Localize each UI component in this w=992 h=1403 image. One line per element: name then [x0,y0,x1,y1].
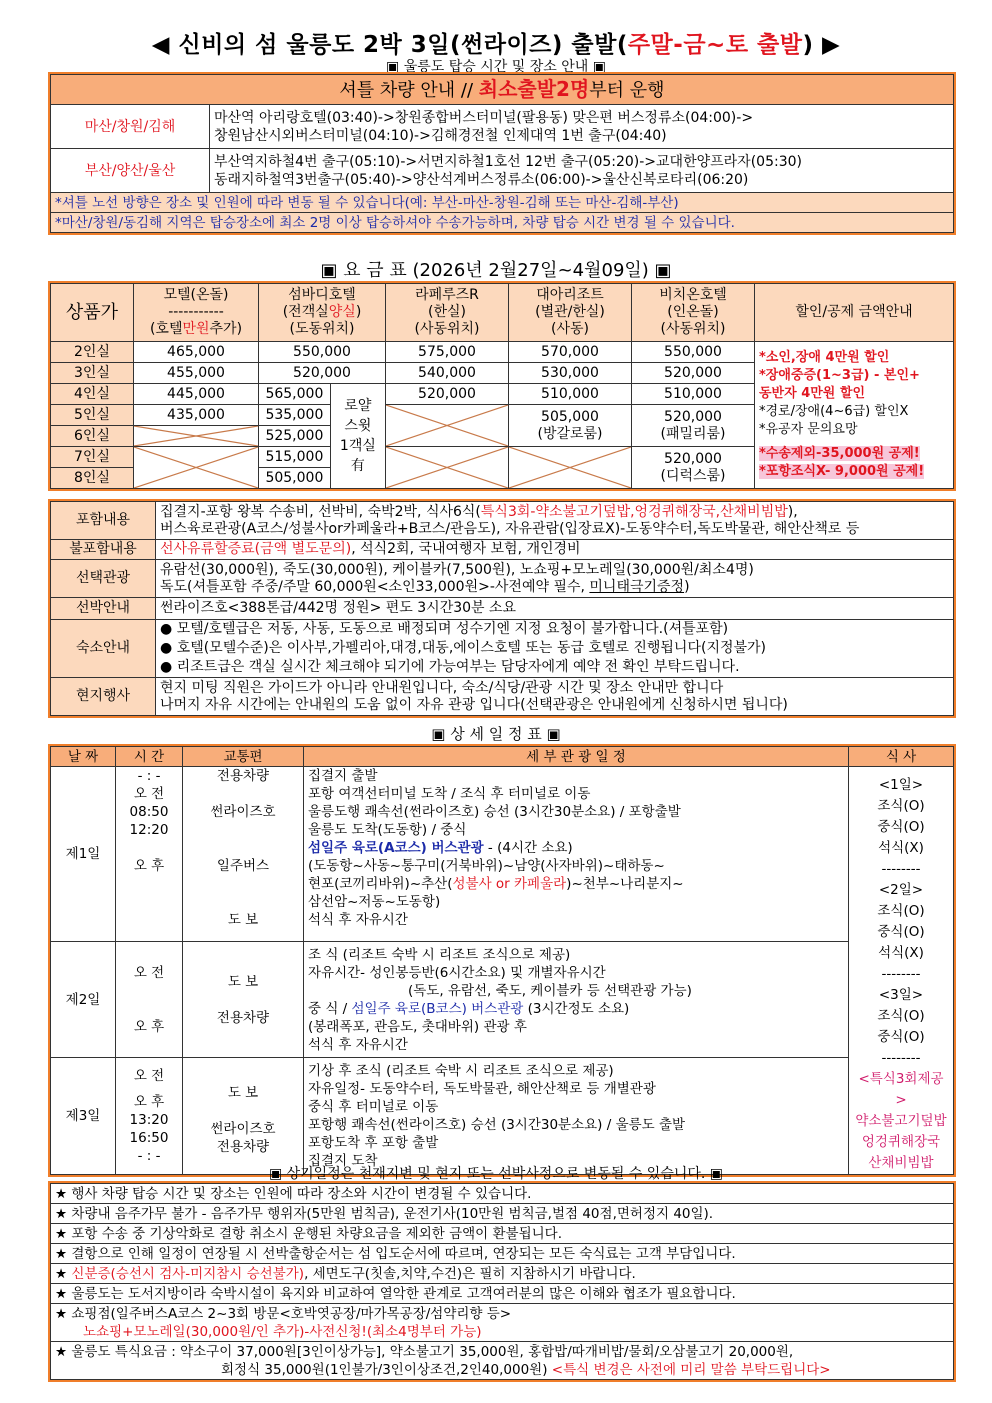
fare-col-daea [509,284,632,342]
fare-col-daea-name: 대아리조트 [536,287,604,303]
schedule-times [116,1058,183,1175]
note-text: ★ [55,1265,72,1282]
detail-text: 중 식 / [308,1000,352,1017]
info-text: , 석식2회, 국내여행자 보험, 개인경비 [351,541,581,557]
meal-item: 중식(O) [877,819,925,835]
page-title [0,26,992,59]
meal-item: 조식(O) [877,903,925,919]
schedule-note: ▣ 상기일정은 천재지변 및 현지 또는 선박사정으로 변동될 수 있습니다. ▣ [268,1166,724,1182]
discount-deduction: *수송제외-35,000원 공제! [759,446,920,461]
meal-special: 약소불고기덮밥 [855,1113,947,1129]
shuttle-route-line: 부산역지하철4번 출구(05:10)->서면지하철1호선 12번 출구(05:20)->교대한양프라자(05:30) [214,153,802,170]
info-table [50,501,954,716]
note-text-red: <특식 변경은 사전에 미리 말씀 부탁드립니다> [551,1361,831,1378]
fare-col-laperouse-name: 라페루즈R [415,287,479,303]
fare-col-beachon-loc: (사동위치) [660,321,726,337]
detail-line: 포항 여객선터미널 도착 / 조식 후 터미널로 이동 [308,786,591,802]
discount-line: *유공자 문의요망 [759,422,858,437]
note-line [51,1264,954,1284]
info-line: 나머지 자유 시간에는 안내원의 도움 없이 자유 관광 입니다(선택관광은 안내원에게 신청하시면 됩니다) [160,696,788,713]
time-cell: 16:50 [129,1130,169,1147]
fare-cell-room: (방갈로룸) [537,425,603,442]
transport-cell: 전용차량 [216,768,270,784]
schedule-title: ▣ 상 세 일 정 표 ▣ [431,725,561,743]
fare-cell [632,405,755,447]
info-optional-tours [156,560,954,598]
fare-cell: 520,000 [386,384,509,405]
fare-row-label: 3인실 [51,363,134,384]
shuttle-note: *마산/창원/동김해 지역은 탑승장소에 최소 2명 이상 탑승하셔야 수송가능하며, 차량 탑승 시간 변경 될 수 있습니다. [51,213,954,233]
unavailable-x-icon [134,426,258,446]
fare-row-label: 8인실 [51,468,134,489]
transport-cell [187,991,299,1009]
fare-col-sombody-loc: (도동위치) [289,321,355,337]
detail-text: - (4시간 소요) [483,840,573,856]
shuttle-region: 부산/양산/울산 [51,149,210,193]
fare-cell: 455,000 [134,363,259,384]
meal-item: 조식(O) [877,798,925,814]
fare-col-product: 상품가 [51,284,134,342]
schedule-detail [304,767,849,942]
info-text: ), [787,503,798,520]
note-line: ★ 차량내 음주가무 불가 - 음주가무 행위자(5만원 범칙금), 운전기사(10만원 범칙금,벌점 40점,면허정지 40일). [51,1204,954,1224]
schedule-col-date: 날 짜 [51,747,116,767]
transport-cell [187,821,299,857]
title-highlight: 주말-금~토 출발 [627,32,803,58]
time-cell [120,982,178,1018]
time-cell: 오 후 [133,1094,165,1111]
schedule-transport [183,1058,304,1175]
fare-col-motel [134,284,259,342]
fare-cell: 510,000 [632,384,755,405]
info-text-red: 특식3회-약소불고기덮밥,엉겅퀴해장국,산채비빔밥 [480,503,788,520]
royal-suite-line: 로얄 [344,398,372,414]
fare-col-sombody-room-red: 양실 [328,304,356,320]
detail-line: 포항도착 후 포항 출발 [308,1135,439,1152]
time-cell: 오 후 [133,858,165,874]
note-text: , 세면도구(칫솔,치약,수건)은 필히 지참하시기 바랍니다. [304,1265,636,1282]
fare-col-motel-note-pre: (호텔 [149,321,183,337]
time-cell: 08:50 [129,804,169,820]
schedule-detail [304,941,849,1058]
info-line [160,504,949,521]
info-line: ● 모텔/호텔급은 저동, 사동, 도동으로 배정되며 성수기엔 지정 요청이 불가합니다.(셔틀포함) [160,621,729,637]
detail-line: 삼선암~저동~도동항) [308,894,441,910]
info-text-red: 선사유류할증료(금액 별도문의) [160,541,352,557]
shuttle-region: 마산/창원/김해 [51,105,210,149]
detail-line: 기상 후 조식 (리조트 숙박 시 리조트 조식으로 제공) [308,1063,614,1080]
fare-col-divider: ----------- [168,304,224,320]
info-line: ● 호텔(모텔수준)은 이사부,가펠리아,대경,대동,에이스호텔 또는 동급 호텔로 진행됩니다(지정불가) [160,640,766,656]
fare-cell [509,405,632,447]
fare-cell: 520,000 [259,363,386,384]
detail-line: 자유시간- 성인봉등반(6시간소요) 및 개별자유시간 [308,964,606,981]
fare-cell: 505,000 [259,468,331,489]
fare-col-motel-note-red: 만원 [182,321,210,337]
schedule-transport [183,941,304,1058]
fare-col-sombody-room [263,304,381,321]
fare-row-label: 6인실 [51,426,134,447]
discount-line: *장애중증(1~3급) - 본인+ [759,368,920,383]
info-text: ) [684,578,690,595]
schedule-col-detail: 세 부 관 광 일 정 [304,747,849,767]
shuttle-table [50,74,954,233]
note-line: ★ 울릉도는 도서지방이라 숙박시설이 육지와 비교하여 열악한 관계로 고객여러분의 많은 이해와 협조가 필요합니다. [51,1284,954,1304]
fare-col-sombody-name: 섬바디호텔 [288,287,356,303]
time-cell: 오 전 [133,786,165,802]
detail-line: (독도, 유람선, 죽도, 케이블카 등 선택관광 가능) [408,982,692,999]
meal-item: 조식(O) [877,1008,925,1024]
detail-line: 석식 후 자유시간 [308,1036,408,1053]
shuttle-route-line: 마산역 아리랑호텔(03:40)->창원종합버스터미널(팔용동) 맞은편 버스정류소(04:00)-> [214,109,754,126]
fare-cell: 515,000 [259,447,331,468]
transport-cell: 전용차량 [216,1139,270,1156]
detail-text: 현포(코끼리바위)~추산( [308,876,453,892]
schedule-day-label: 제3일 [51,1058,116,1175]
detail-line [308,1000,844,1018]
detail-line [308,875,844,893]
fare-cell: 445,000 [134,384,259,405]
info-line [160,579,949,596]
meal-item: 중식(O) [877,1029,925,1045]
unavailable-x-icon [509,447,631,488]
fare-cell: 530,000 [509,363,632,384]
fare-col-beachon-name: 비치온호텔 [659,287,727,303]
meal-separator: -------- [881,861,921,877]
transport-cell: 도 보 [227,973,259,990]
fare-cell: 520,000 [632,363,755,384]
transport-cell: 도 보 [227,1085,259,1102]
time-cell [120,1085,178,1093]
detail-line: 자유일정- 도동약수터, 독도박물관, 해안산책로 등 개별관광 [308,1081,656,1098]
shuttle-header-prefix: 셔틀 차량 안내 // [339,79,479,101]
title-suffix: ) ▶ [802,32,841,58]
royal-suite-line: 有 [350,458,365,474]
info-ship: 썬라이즈호<388톤급/442명 정원> 편도 3시간30분 소요 [156,598,954,620]
meal-item: 석식(X) [878,945,924,961]
time-cell: 오 전 [133,1068,165,1085]
fare-cell [632,447,755,489]
fare-cell-value: 505,000 [541,408,599,425]
info-line: 현지 미팅 직원은 가이드가 아니라 안내원입니다, 숙소/식당/관광 시간 및 장소 안내만 합니다 [160,679,724,696]
transport-cell: 썬라이즈호 [210,1121,276,1138]
fare-row-label: 7인실 [51,447,134,468]
detail-line: 집결지 도착 [308,1153,378,1170]
title-prefix: ◀ 신비의 섬 울릉도 2박 3일(썬라이즈) 출발( [151,32,628,58]
info-excluded [156,540,954,560]
detail-highlight: 섬일주 육로(B코스) 버스관광 [351,1000,524,1017]
info-label: 선택관광 [51,560,156,598]
time-cell: - : - [137,1148,161,1165]
royal-suite-note [330,384,385,489]
transport-cell: 도 보 [227,912,259,928]
detail-line: 집결지 출발 [308,768,378,784]
info-line: ● 리조트급은 객실 실시간 체크해야 되기에 가능여부는 담당자에게 예약 전 확인 부탁드립니다. [160,659,740,675]
transport-cell: 썬라이즈호 [210,804,276,820]
detail-line: 석식 후 자유시간 [308,912,408,928]
time-cell: 오 전 [133,964,165,981]
fare-unavailable-cell [386,447,509,489]
shuttle-route [210,149,954,193]
transport-cell [187,1076,299,1084]
fare-row-label: 4인실 [51,384,134,405]
note-line: ★ 결항으로 인해 일정이 연장될 시 선박출항순서는 섬 입도순서에 따르며, 연장되는 모든 숙식료는 고객 부담입니다. [51,1244,954,1264]
fare-cell-value: 520,000 [664,408,722,425]
info-label: 불포함내용 [51,540,156,560]
info-text: 독도(셔틀포함 주중/주말 60,000원<소인33,000원>-사전예약 필수, [160,578,590,595]
fare-col-daea-loc: (사동) [551,321,589,337]
fare-cell: 550,000 [259,342,386,363]
notes-table [50,1183,954,1380]
fare-col-daea-room: (별관/한실) [535,304,605,320]
fare-title: ▣ 요 금 표 (2026년 2월27일~4월09일) ▣ [320,260,672,281]
detail-line: (도동항~사동~통구미(거북바위)~남양(사자바위)~태하동~ [308,858,665,874]
meal-special: 엉겅퀴해장국 [861,1134,941,1150]
fare-cell-room: (디럭스룸) [660,467,726,484]
fare-cell: 550,000 [632,342,755,363]
discount-line: 동반자 4만원 할인 [759,386,866,401]
fare-cell: 510,000 [509,384,632,405]
schedule-col-meal: 식 사 [849,747,954,767]
note-text: ★ 쇼핑점(일주버스A코스 2~3회 방문<호박엿공장/마가목공장/섬약리향 등> [55,1305,512,1322]
fare-col-sombody [259,284,386,342]
schedule-day-label: 제2일 [51,941,116,1058]
fare-col-beachon [632,284,755,342]
detail-line: 울릉도 도착(도동항) / 중식 [308,822,467,838]
time-cell: 13:20 [129,1112,169,1129]
transport-cell [187,1102,299,1120]
fare-col-motel-note-suf: 추가) [209,321,243,337]
fare-unavailable-cell [386,405,509,447]
shuttle-route-line: 동래지하철역3번출구(05:40)->양산석계버스정류소(06:00)->울산신복로타리(06:20) [214,171,749,188]
fare-row-label: 5인실 [51,405,134,426]
fare-unavailable-cell [134,447,259,489]
shuttle-header [51,75,954,105]
fare-col-sombody-room-suf: ) [355,304,362,320]
detail-line: 울릉도행 쾌속선(썬라이즈호) 승선 (3시간30분소요) / 포항출발 [308,804,681,820]
detail-text: (3시간정도 소요) [523,1000,630,1017]
transport-cell [187,785,299,803]
schedule-detail [304,1058,849,1175]
fare-col-motel-note [138,321,254,338]
fare-cell: 575,000 [386,342,509,363]
time-cell: - : - [137,768,161,784]
discount-deduction: *포항조식X- 9,000원 공제! [759,464,925,479]
fare-cell: 540,000 [386,363,509,384]
meal-special: <특식3회제공> [858,1071,944,1108]
info-line: 유람선(30,000원), 죽도(30,000원), 케이블카(7,500원), 노쇼핑+모노레일(30,000원/최소4명) [160,561,754,578]
note-line: ★ 행사 차량 탑승 시간 및 장소는 인원에 따라 장소와 시간이 변경될 수 있습니다. [51,1184,954,1204]
info-label: 현지행사 [51,678,156,716]
fare-cell: 465,000 [134,342,259,363]
discount-line: *경로/장애(4~6급) 할인X [759,404,909,419]
detail-highlight: 섬일주 육로(A코스) 버스관광 [308,840,484,856]
fare-cell: 565,000 [259,384,331,405]
schedule-table [50,746,954,1175]
schedule-day-label: 제1일 [51,767,116,942]
fare-cell: 525,000 [259,426,331,447]
fare-cell: 435,000 [134,405,259,426]
detail-line: 중식 후 터미널로 이동 [308,1099,439,1116]
schedule-times [116,767,183,942]
royal-suite-line: 1객실 [339,438,376,454]
fare-col-beachon-room: (인온돌) [667,304,719,320]
info-label: 숙소안내 [51,620,156,678]
unavailable-x-icon [386,447,508,488]
detail-line: 포항행 쾌속선(썬라이즈호) 승선 (3시간30분소요) / 울릉도 출발 [308,1117,686,1134]
meal-special: 산채비빔밥 [868,1155,934,1171]
shuttle-min-departure: 최소출발2명 [478,76,590,101]
fare-col-laperouse-loc: (사동위치) [414,321,480,337]
meal-item: 중식(O) [877,924,925,940]
note-line [51,1342,954,1380]
fare-cell: 535,000 [259,405,331,426]
time-cell [120,839,178,857]
fare-cell-value: 520,000 [664,450,722,467]
info-line: 버스육로관광(A코스/성불사or카페울라+B코스/관음도), 자유관람(입장료X)-도동약수터,독도박물관, 해안산책로 등 [160,520,860,537]
fare-col-discount: 할인/공제 금액안내 [755,284,954,342]
meal-day: <1일> [878,777,924,793]
unavailable-x-icon [134,447,258,488]
fare-discount-info [755,342,954,489]
shuttle-note: *셔틀 노선 방향은 장소 및 인원에 따라 변동 될 수 있습니다(예: 부산-마산-창원-김해 또는 마산-김해-부산) [51,193,954,213]
fare-table [50,283,954,489]
time-cell: 12:20 [129,822,169,838]
fare-unavailable-cell [134,426,259,447]
fare-col-laperouse [386,284,509,342]
fare-cell-room: (패밀리룸) [660,425,726,442]
detail-highlight: 성불사 or 카페울라 [452,876,567,892]
meal-separator: -------- [881,966,921,982]
info-label: 선박안내 [51,598,156,620]
shuttle-route [210,105,954,149]
shuttle-header-suffix: 부터 운행 [589,79,665,101]
meal-separator: -------- [881,1050,921,1066]
meal-item: 석식(X) [878,840,924,856]
page-subtitle: ▣ 울릉도 탑승 시간 및 장소 안내 ▣ [386,59,606,75]
detail-line: 조 식 (리조트 숙박 시 리조트 조식으로 제공) [308,946,571,963]
note-text: ★ 울릉도 특식요금 : 약소구이 37,000원[3인이상가능], 약소불고기 35,000원, 홍합밥/따개비밥/물회/오삼불고기 20,000원, [55,1343,794,1360]
schedule-meals [849,767,954,1175]
unavailable-x-icon [386,405,508,446]
royal-suite-line: 스윗 [344,418,372,434]
time-cell: 오 후 [133,1018,165,1035]
note-text-red: 노쇼핑+모노레일(30,000원/인 추가)-사전신청!(최소4명부터 가능) [83,1323,482,1340]
schedule-times [116,941,183,1058]
fare-unavailable-cell [509,447,632,489]
info-text: 집결지-포항 왕복 수송비, 선박비, 숙박2박, 식사6식( [160,503,481,520]
detail-text: )~천부~나리분지~ [566,876,684,892]
note-text-red: 신분증(승선시 검사-미지참시 승선불가) [71,1265,305,1282]
note-line [51,1304,954,1342]
info-text-underlined: 미니태극기증정 [589,578,685,595]
shuttle-route-line: 창원남산시외버스터미널(04:10)->김해경전철 인제대역 1번 출구(04:40) [214,127,667,144]
info-label: 포함내용 [51,502,156,540]
info-included [156,502,954,540]
fare-col-laperouse-room: (한실) [428,304,466,320]
transport-cell: 일주버스 [216,858,270,874]
meal-day: <2일> [878,882,924,898]
detail-line: (봉래폭포, 관음도, 촛대바위) 관광 후 [308,1018,527,1035]
schedule-col-time: 시 간 [116,747,183,767]
note-text: 회정식 35,000원(1인불가/3인이상조건,2인40,000원) [221,1361,552,1378]
discount-line: *소인,장애 4만원 할인 [759,350,890,365]
transport-cell [187,875,299,911]
fare-row-label: 2인실 [51,342,134,363]
fare-col-motel-name: 모텔(온돌) [163,287,229,303]
schedule-col-transport: 교통편 [183,747,304,767]
note-line: ★ 포항 수송 중 기상악화로 결항 취소시 운행된 차량요금을 제외한 금액이 환불됩니다. [51,1224,954,1244]
info-local [156,678,954,716]
schedule-transport [183,767,304,942]
info-lodging [156,620,954,678]
meal-day: <3일> [878,987,924,1003]
fare-col-sombody-room-pre: (전객실 [282,304,329,320]
transport-cell: 전용차량 [216,1009,270,1026]
detail-line [308,839,844,857]
fare-cell: 570,000 [509,342,632,363]
